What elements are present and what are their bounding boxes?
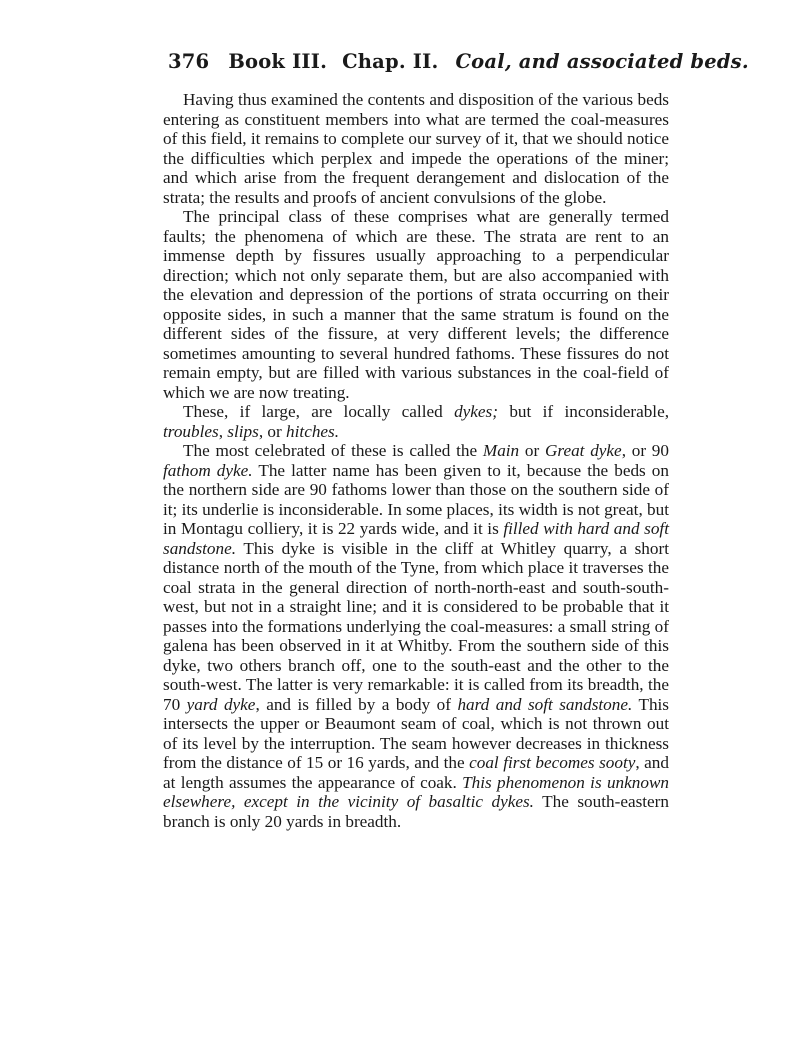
paragraph	[163, 402, 669, 441]
italic-text: hitches.	[286, 421, 340, 441]
italic-text: dykes;	[454, 402, 498, 421]
page-number: 376	[168, 50, 210, 73]
italic-text: yard dyke	[186, 694, 256, 714]
book-label: Book III.	[228, 50, 328, 73]
text-run: but if inconsiderable,	[497, 402, 670, 421]
italic-text: slips	[227, 421, 259, 441]
text-run: The principal class of these comprises what are generally termed faults; the phenomena of which are these. The strata are rent to an immense depth by fissures usually approaching to a perpendicular direction; which not only separate them, but are also accompanied with the elevation and depression of the portions of strata occurring on their opposite sides, in such a manner that the same stratum is found on the different sides of the fissure, at very different levels; the difference sometimes amounting to several hundred fathoms. These fissures do not remain empty, but are filled with various substances in the coal-field of which we are now treating.	[163, 207, 669, 402]
paragraph	[163, 441, 669, 831]
text-run: , or	[258, 421, 287, 441]
text-run: These, if large, are locally called	[183, 402, 455, 421]
text-run: Having thus examined the contents and disposition of the various beds entering as constituent members into what are termed the coal-measures of this field, it remains to complete our survey of it, that we should notice the difficulties which perplex and impede the operations of the miner; and which arise from the frequent derangement and dislocation of the strata; the results and proofs of ancient convulsions of the globe.	[163, 90, 669, 207]
chapter-subject: Coal, and associated beds.	[455, 50, 749, 73]
chapter-label: Chap. II.	[342, 50, 439, 73]
text-run: This intersects the upper or Beaumont seam of coal, which is not thrown out of its level by the interruption. The seam however decreases in thickness from the distance of 15 or 16 yards, and the	[163, 694, 669, 772]
text-run: ,	[218, 421, 228, 441]
italic-text: Great dyke	[544, 441, 622, 460]
italic-text: troubles	[163, 421, 219, 441]
text-run: The south-eastern branch is only 20 yards in breadth.	[163, 792, 669, 831]
text-run: , and at length assumes the appearance of coak.	[163, 753, 669, 792]
italic-text: coal first becomes sooty	[469, 753, 636, 772]
italic-text: filled with hard and soft sandstone.	[163, 519, 669, 558]
text-run: or	[519, 441, 545, 460]
text-run: This dyke is visible in the cliff at Whitley quarry, a short distance north of the mouth of the Tyne, from which place it traverses the coal strata in the general direction of north-north-east and south-south-west, but not in a straight line; and it is considered to be probable that it passes into the formations underlying the coal-measures: a small string of galena has been observed in it at Whitby. From the southern side of this dyke, two others branch off, one to the south-east and the other to the south-west. The latter is very remarkable: it is called from its breadth, the 70	[163, 538, 669, 714]
italic-text: fathom dyke.	[163, 460, 253, 480]
text-run: The latter name has been given to it, because the beds on the northern side are 90 fathoms lower than those on the southern side of it; its underlie is inconsiderable. In some places, its width is not great, but in Montagu colliery, it is 22 yards wide, and it is	[163, 460, 669, 538]
text-run: The most celebrated of these is called the	[183, 441, 483, 460]
paragraph	[163, 207, 669, 402]
running-head	[168, 50, 749, 73]
body-text	[163, 90, 669, 831]
paragraph	[163, 90, 669, 207]
text-run: , or 90	[621, 441, 669, 460]
italic-text: Main	[482, 441, 520, 460]
text-run: , and is filled by a body of	[255, 694, 458, 714]
italic-text: This phenomenon is unknown elsewhere, except in the vicinity of basaltic dykes.	[163, 772, 670, 811]
italic-text: hard and soft sandstone.	[457, 694, 633, 714]
